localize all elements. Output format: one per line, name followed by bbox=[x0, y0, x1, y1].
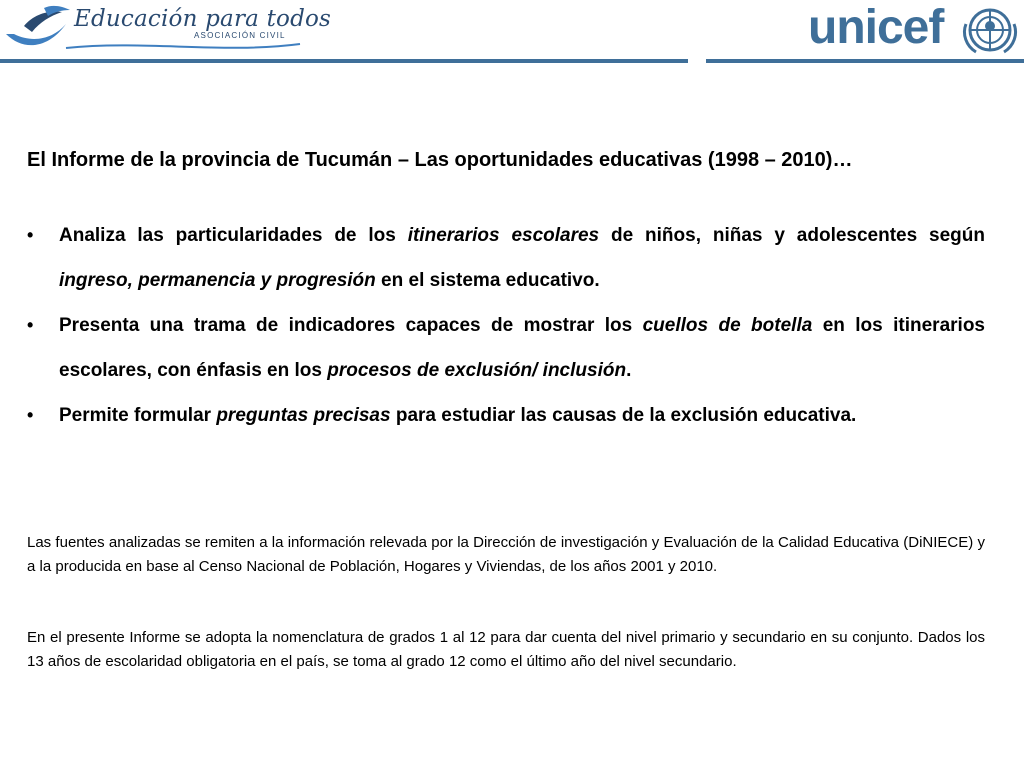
bullet-item: • Analiza las particularidades de los itinerarios escolares de niños, niñas y adolescentes según ingreso, permanencia y progresión en el sistema educativo. bbox=[27, 213, 985, 303]
header-rule-left bbox=[0, 59, 688, 63]
main-content bbox=[27, 143, 985, 438]
underline-swoosh bbox=[64, 38, 304, 54]
bullet-list bbox=[27, 213, 985, 438]
unicef-emblem-icon bbox=[960, 4, 1020, 56]
nomenclature-paragraph: En el presente Informe se adopta la nomenclatura de grados 1 al 12 para dar cuenta del nivel primario y secundario en su conjunto. Dados los 13 años de escolaridad obligatoria en el país, se toma al grado 12 como el último año del nivel secundario. bbox=[27, 629, 985, 670]
bullet-item: • Permite formular preguntas precisas para estudiar las causas de la exclusión educativa. bbox=[27, 393, 985, 438]
bullet-item: • Presenta una trama de indicadores capaces de mostrar los cuellos de botella en los itinerarios escolares, con énfasis en los procesos de exclusión/ inclusión. bbox=[27, 303, 985, 393]
educacion-para-todos-logo bbox=[4, 4, 332, 54]
page-heading: El Informe de la provincia de Tucumán – Las oportunidades educativas (1998 – 2010)… bbox=[27, 149, 853, 171]
bullet-icon: • bbox=[27, 405, 34, 425]
sources-paragraph: Las fuentes analizadas se remiten a la información relevada por la Dirección de investigación y Evaluación de la Calidad Educativa (DiNIECE) y a la producida en base al Censo Nacional de Población, Hogares y Viviendas, de los años 2001 y 2010. bbox=[27, 534, 985, 575]
header-rule-right bbox=[706, 59, 1024, 63]
org-name: Educación para todos bbox=[74, 6, 332, 32]
bullet-icon: • bbox=[27, 315, 34, 335]
unicef-logo-text: unicef bbox=[808, 1, 944, 54]
org-subtitle: ASOCIACIÓN CIVIL bbox=[194, 31, 286, 40]
header bbox=[0, 0, 1024, 68]
bullet-icon: • bbox=[27, 225, 34, 245]
